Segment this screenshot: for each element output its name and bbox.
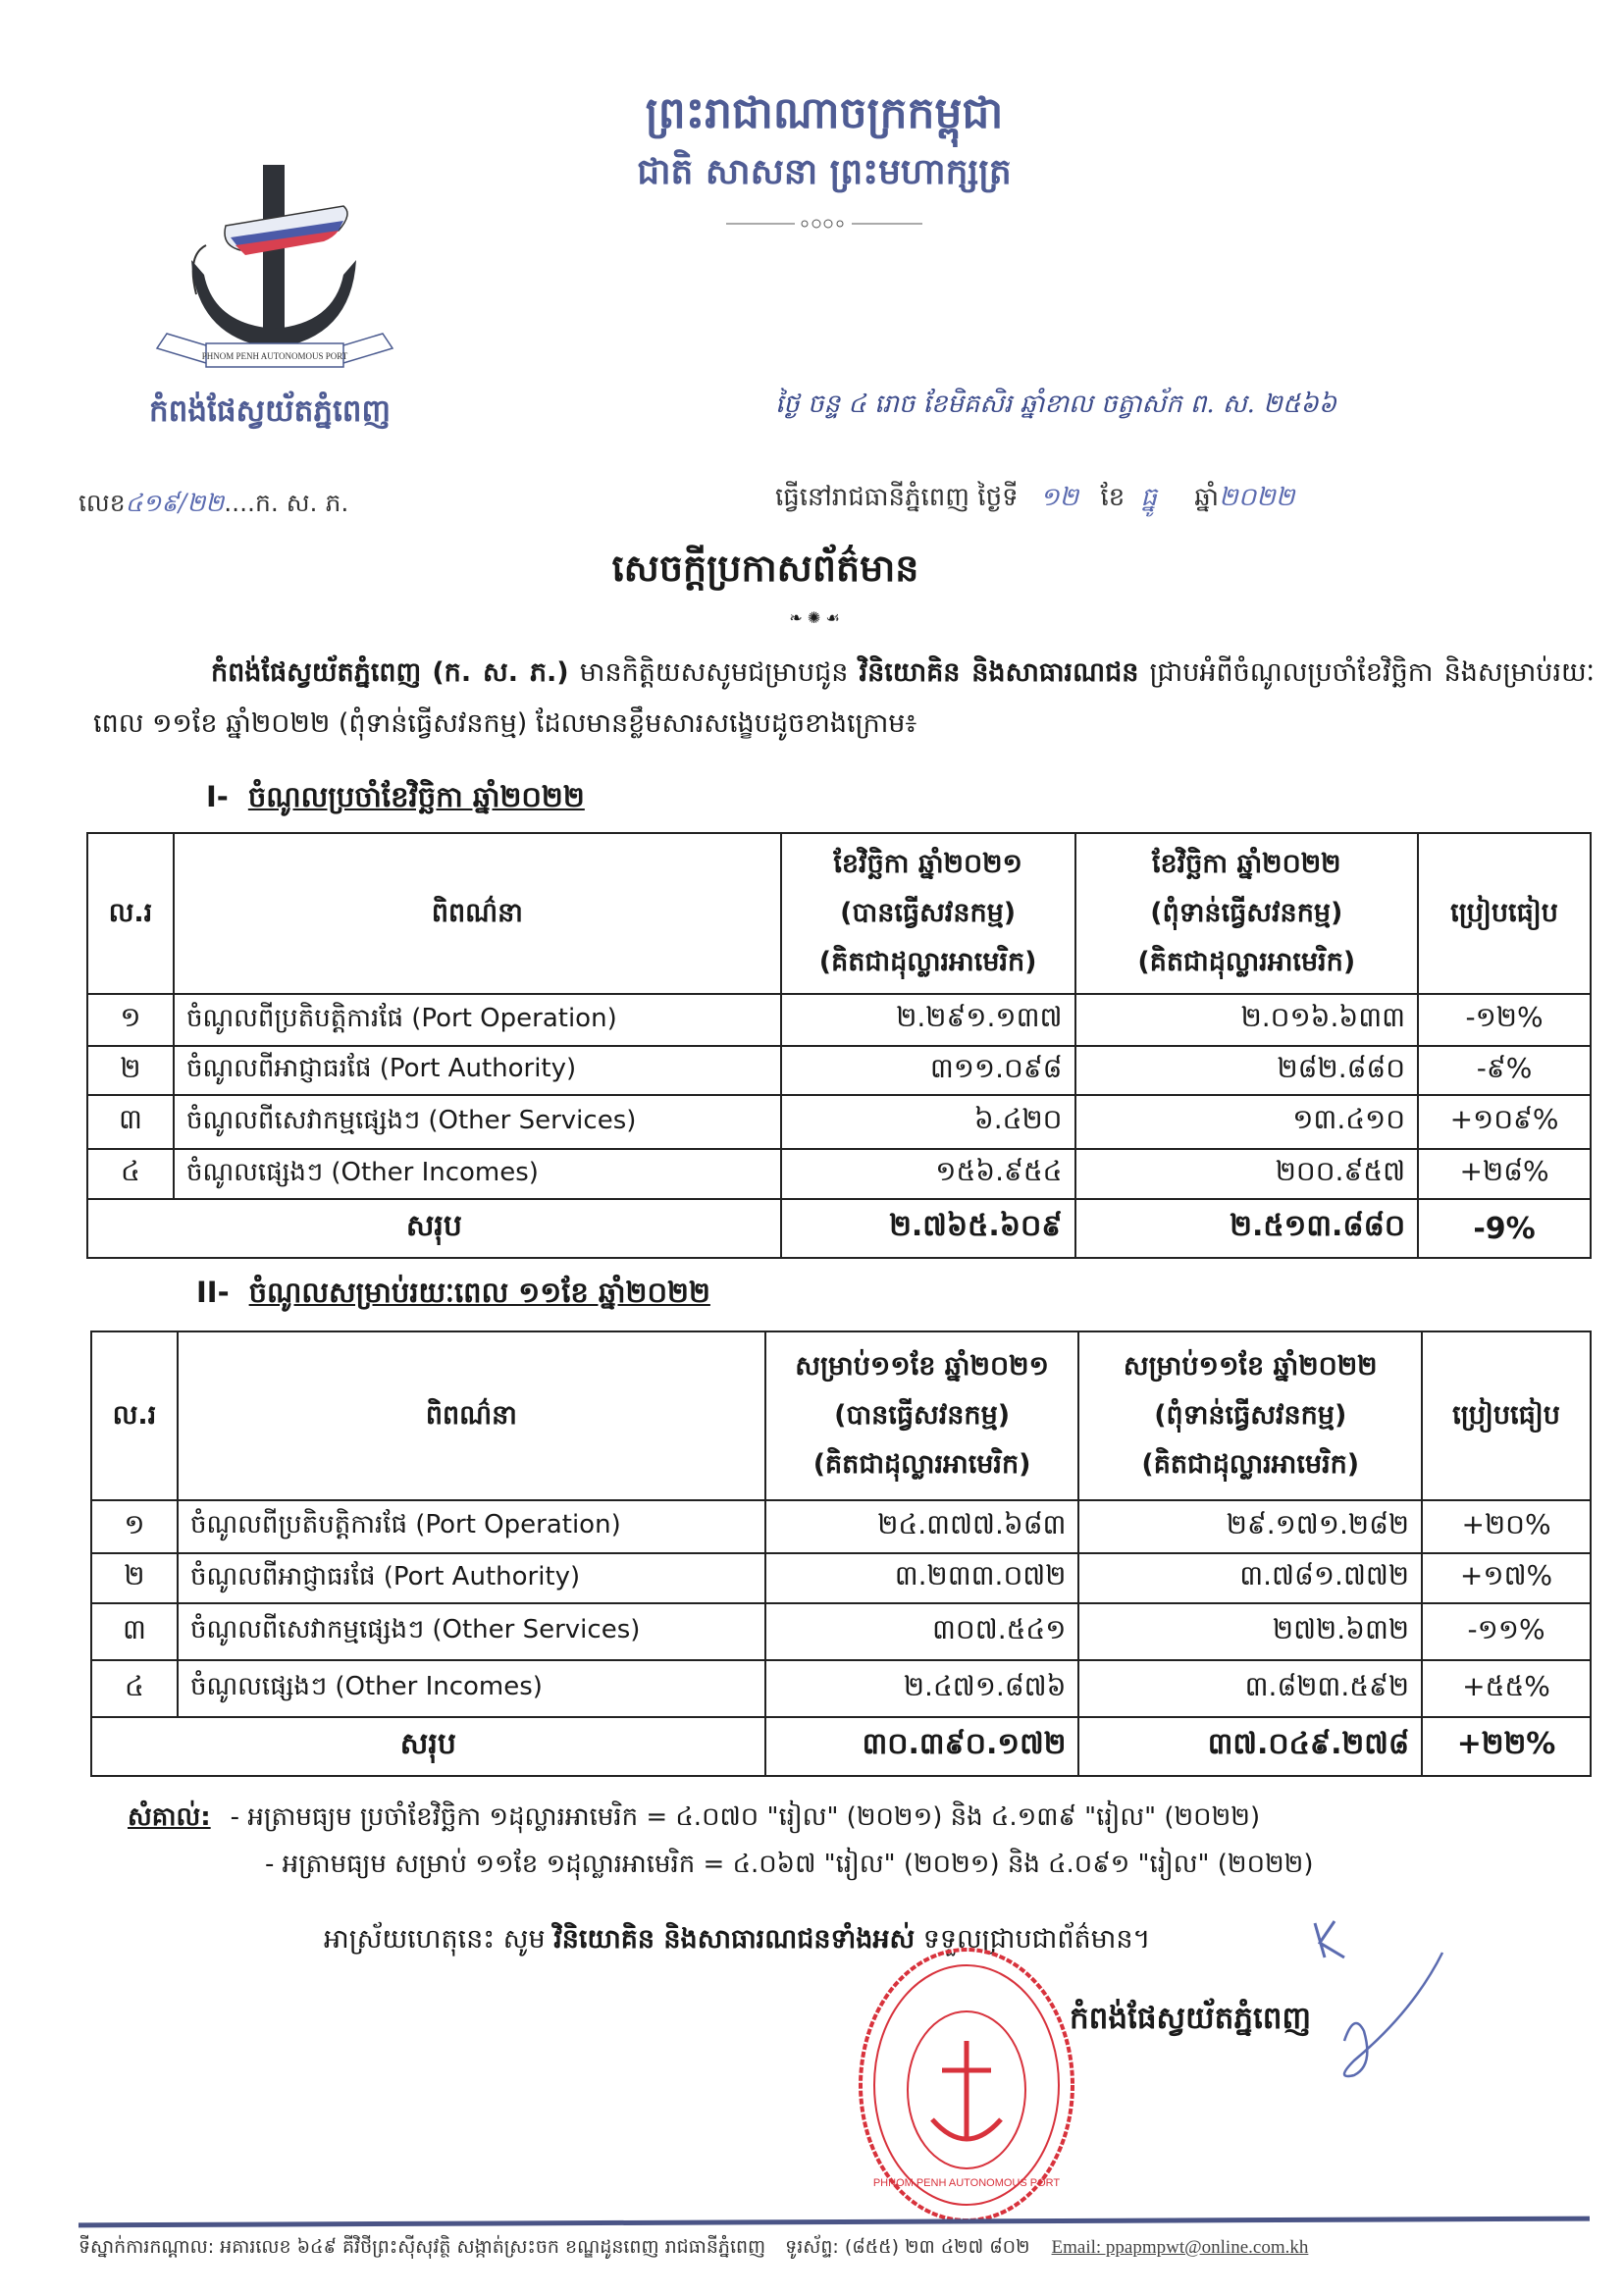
header-line: (ពុំទាន់ធ្វើសវនកម្ម): [1150, 898, 1343, 928]
col-a: [781, 833, 1075, 994]
place-date: [775, 481, 1295, 518]
table-row: [87, 1149, 1591, 1199]
footer-phone: ទូរស័ព្ទ: (៨៥៥) ២៣ ៤២៧ ៨០២: [785, 2236, 1030, 2258]
section1-numeral: I-: [206, 780, 229, 813]
col-compare: ប្រៀបធៀប: [1422, 1331, 1591, 1500]
row-value-2022: ២.០១៦.៦៣៣: [1075, 994, 1419, 1046]
row-desc: ចំណូលពីអាជ្ញាធរផែ (Port Authority): [178, 1553, 765, 1603]
table-header-row: [91, 1331, 1591, 1500]
row-desc: ចំណូលពីប្រតិបត្តិការផែ (Port Operation): [174, 994, 781, 1046]
ref-suffix: ....ក. ស. ភ.: [224, 489, 349, 517]
row-value-2021: ២.៤៧១.៨៧៦: [765, 1660, 1079, 1717]
seal-text: PHNOM PENH AUTONOMOUS PORT: [872, 2177, 1061, 2189]
logo-caption: PHNOM PENH AUTONOMOUS PORT: [201, 351, 348, 361]
row-value-2022: ២៩.១៧១.២៨២: [1078, 1500, 1422, 1553]
signature-icon: [1295, 1913, 1492, 2090]
row-no: ១: [91, 1500, 178, 1553]
table-row: [91, 1553, 1591, 1603]
row-compare: -៩%: [1418, 1046, 1591, 1095]
row-value-2022: ៣.៨២៣.៥៩២: [1078, 1660, 1422, 1717]
section1-heading: [206, 780, 585, 821]
col-b: [1078, 1331, 1422, 1500]
row-desc: ចំណូលពីប្រតិបត្តិការផែ (Port Operation): [178, 1500, 765, 1553]
row-value-2021: ៣១១.០៩៨: [781, 1046, 1075, 1095]
header-line: (បានធ្វើសវនកម្ម): [834, 1400, 1011, 1431]
header-line: (គិតជាដុល្លារអាមេរិក): [1141, 1449, 1360, 1480]
title-ornament-icon: ❧ ✺ ☙: [789, 608, 840, 627]
header-line: (ពុំទាន់ធ្វើសវនកម្ម): [1154, 1400, 1347, 1431]
year-label: ឆ្នាំ: [1194, 483, 1220, 512]
row-no: ៣: [87, 1095, 174, 1149]
table-row: [87, 1046, 1591, 1095]
row-compare: +២៨%: [1418, 1149, 1591, 1199]
header-line: (គិតជាដុល្លារអាមេរិក): [818, 947, 1037, 977]
row-compare: +១០៩%: [1418, 1095, 1591, 1149]
footer-divider: [79, 2217, 1590, 2228]
row-desc: ចំណូលពីសេវាកម្មផ្សេងៗ (Other Services): [178, 1603, 765, 1660]
closing-audience: វិនិយោគិន និងសាធារណជនទាំងអស់: [553, 1924, 916, 1955]
note-line-2: - អត្រាមធ្យម សម្រាប់ ១១ខែ ១ដុល្លារអាមេរិក = ៤.០៦៧ "រៀល" (២០២១) និង ៤.០៩១ "រៀល" (២០២២): [265, 1850, 1314, 1879]
national-motto: ជាតិ សាសនា ព្រះមហាក្សត្រ: [637, 152, 1012, 192]
row-compare: -១១%: [1422, 1603, 1591, 1660]
date-year: ២០២២: [1219, 483, 1295, 512]
row-value-2021: ២៤.៣៧៧.៦៨៣: [765, 1500, 1079, 1553]
section2-heading: [196, 1276, 710, 1317]
row-desc: ចំណូលពីអាជ្ញាធរផែ (Port Authority): [174, 1046, 781, 1095]
intro-abbr: (ក. ស. ភ.): [432, 657, 569, 688]
table-total-row: [87, 1199, 1591, 1258]
table-row: [87, 1095, 1591, 1149]
table-row: [91, 1603, 1591, 1660]
row-desc: ចំណូលផ្សេងៗ (Other Incomes): [174, 1149, 781, 1199]
notes: [128, 1794, 1313, 1888]
section2-title: ចំណូលសម្រាប់រយៈពេល ១១ខែ ឆ្នាំ២០២២: [248, 1276, 710, 1309]
col-a: [765, 1331, 1079, 1500]
eleven-month-revenue-table: [90, 1331, 1592, 1777]
row-desc: ចំណូលផ្សេងៗ (Other Incomes): [178, 1660, 765, 1717]
date-month: ធ្នូ: [1140, 483, 1158, 512]
intro-text2: ជ្រាបអំពីចំណូលប្រចាំខែវិច្ឆិកា និងសម្រាប់រយៈពេល ១១ខែ ឆ្នាំ២០២២ (ពុំទាន់ធ្វើសវនកម្ម) ដែលមានខ្លឹមសារសង្ខេបដូចខាងក្រោម៖: [93, 657, 1595, 739]
row-value-2022: ៣.៧៨១.៧៧២: [1078, 1553, 1422, 1603]
table-header-row: [87, 833, 1591, 994]
ref-prefix: លេខ: [79, 489, 126, 517]
header-line: (គិតជាដុល្លារអាមេរិក): [1137, 947, 1356, 977]
header-line: ខែវិច្ឆិកា ឆ្នាំ២០២១: [833, 849, 1022, 879]
port-logo: [137, 137, 412, 373]
footer: [79, 2235, 1590, 2263]
row-compare: +១៧%: [1422, 1553, 1591, 1603]
table-row: [87, 994, 1591, 1046]
col-b: [1075, 833, 1419, 994]
col-compare: ប្រៀបធៀប: [1418, 833, 1591, 994]
total-2022: ២.៥១៣.៨៨០: [1075, 1199, 1419, 1258]
col-no: ល.រ: [91, 1331, 178, 1500]
header-line: (គិតជាដុល្លារអាមេរិក): [812, 1449, 1031, 1480]
notes-label: សំគាល់:: [128, 1802, 211, 1832]
place-date-prefix: ធ្វើនៅរាជធានីភ្នំពេញ ថ្ងៃទី: [775, 483, 1019, 512]
official-seal-icon: [854, 1943, 1079, 2227]
table-total-row: [91, 1717, 1591, 1776]
row-compare: -១២%: [1418, 994, 1591, 1046]
row-value-2021: ២.២៩១.១៣៧: [781, 994, 1075, 1046]
row-value-2021: ៦.៤២០: [781, 1095, 1075, 1149]
row-value-2022: ២៧២.៦៣២: [1078, 1603, 1422, 1660]
row-value-2022: ១៣.៤១០: [1075, 1095, 1419, 1149]
intro-text1: មានកិត្តិយសសូមជម្រាបជូន: [579, 657, 849, 688]
row-value-2021: ៣.២៣៣.០៧២: [765, 1553, 1079, 1603]
total-2022: ៣៧.០៤៩.២៧៨: [1078, 1717, 1422, 1776]
ref-handwritten: ៤១៩/២២: [125, 489, 225, 517]
header-line: សម្រាប់១១ខែ ឆ្នាំ២០២២: [1123, 1351, 1378, 1382]
table-row: [91, 1660, 1591, 1717]
total-2021: ២.៧៦៥.៦០៩: [781, 1199, 1075, 1258]
footer-address: ទីស្នាក់ការកណ្ដាល: អគារលេខ ៦៤៩ គីវិថីព្រះស៊ីសុវត្ថិ សង្កាត់ស្រះចក ខណ្ឌដូនពេញ រាជធានីភ្នំពេញ: [79, 2236, 766, 2258]
reference-number: [79, 489, 348, 524]
row-no: ២: [91, 1553, 178, 1603]
row-no: ១: [87, 994, 174, 1046]
row-no: ៤: [87, 1149, 174, 1199]
header-line: សម្រាប់១១ខែ ឆ្នាំ២០២១: [795, 1351, 1049, 1382]
section1-title: ចំណូលប្រចាំខែវិច្ឆិកា ឆ្នាំ២០២២: [247, 780, 585, 813]
total-compare: +២២%: [1422, 1717, 1591, 1776]
total-compare: -9%: [1418, 1199, 1591, 1258]
total-2021: ៣០.៣៩០.១៧២: [765, 1717, 1079, 1776]
row-no: ៣: [91, 1603, 178, 1660]
date-day: ១២: [1039, 483, 1079, 512]
row-value-2022: ២០០.៩៥៧: [1075, 1149, 1419, 1199]
note-line-1: - អត្រាមធ្យម ប្រចាំខែវិច្ឆិកា ១ដុល្លារអាមេរិក = ៤.០៧០ "រៀល" (២០២១) និង ៤.១៣៩ "រៀល" (២០២២): [230, 1802, 1261, 1832]
row-value-2021: ១៥៦.៩៥៤: [781, 1149, 1075, 1199]
total-label: សរុប: [87, 1199, 781, 1258]
row-value-2021: ៣០៧.៥៤១: [765, 1603, 1079, 1660]
row-compare: +២០%: [1422, 1500, 1591, 1553]
letterhead-ornament-icon: [726, 218, 922, 230]
intro-org: កំពង់ផែស្វយ័តភ្នំពេញ: [211, 657, 422, 688]
col-desc: ពិពណ៌នា: [178, 1331, 765, 1500]
header-line: ខែវិច្ឆិកា ឆ្នាំ២០២២: [1151, 849, 1341, 879]
month-label: ខែ: [1100, 483, 1126, 512]
closing-text2: ទទួលជ្រាបជាព័ត៌មាន។: [922, 1924, 1151, 1955]
signatory-organization: កំពង់ផែស្វយ័តភ្នំពេញ: [1070, 2001, 1311, 2036]
total-label: សរុប: [91, 1717, 765, 1776]
lunar-date: ថ្ងៃ ចន្ទ ៤ រោច ខែមិគសិរ ឆ្នាំខាល ចត្វាស័ក ព. ស. ២៥៦៦: [775, 390, 1337, 419]
header-line: (បានធ្វើសវនកម្ម): [840, 898, 1017, 928]
row-desc: ចំណូលពីសេវាកម្មផ្សេងៗ (Other Services): [174, 1095, 781, 1149]
document-title: សេចក្ដីប្រកាសព័ត៌មាន: [611, 547, 919, 590]
intro-audience: វិនិយោគិន និងសាធារណជន: [859, 657, 1139, 688]
closing-text1: អាស្រ័យហេតុនេះ សូម: [324, 1924, 546, 1955]
col-no: ល.រ: [87, 833, 174, 994]
monthly-revenue-table: [86, 832, 1592, 1259]
intro-paragraph: [93, 648, 1595, 750]
kingdom-title: ព្រះរាជាណាចក្រកម្ពុជា: [645, 88, 1004, 138]
footer-email[interactable]: Email: ppapmpwt@online.com.kh: [1051, 2237, 1309, 2258]
row-compare: +៥៥%: [1422, 1660, 1591, 1717]
section2-numeral: II-: [196, 1276, 230, 1309]
table-row: [91, 1500, 1591, 1553]
row-value-2022: ២៨២.៨៨០: [1075, 1046, 1419, 1095]
row-no: ៤: [91, 1660, 178, 1717]
organization-name: កំពង់ផែស្វយ័តភ្នំពេញ: [149, 393, 391, 429]
row-no: ២: [87, 1046, 174, 1095]
col-desc: ពិពណ៌នា: [174, 833, 781, 994]
